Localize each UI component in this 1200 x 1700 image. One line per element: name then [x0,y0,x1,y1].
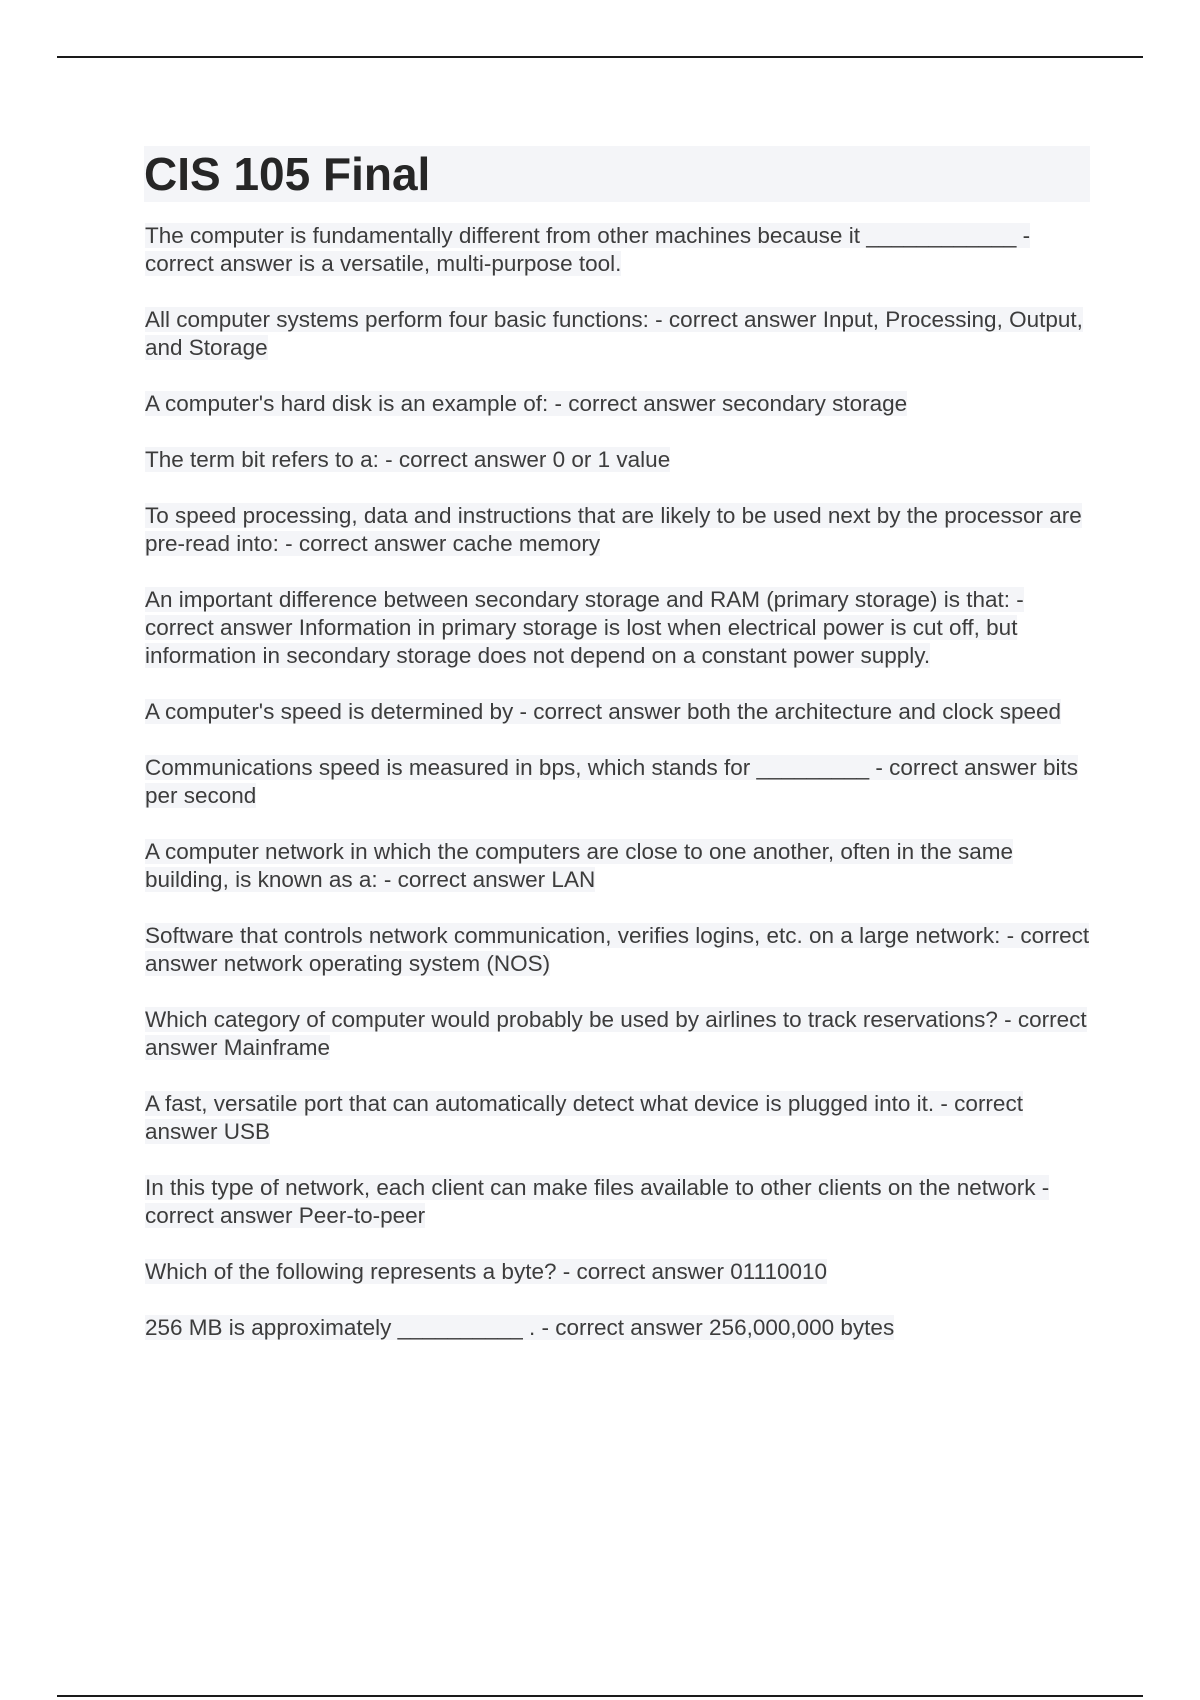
qa-text: A computer's hard disk is an example of: - correct answer secondary storage [145,391,908,416]
qa-text: The term bit refers to a: - correct answer 0 or 1 value [145,447,671,472]
qa-item [145,1174,1090,1230]
qa-item [145,306,1090,362]
qa-text: The computer is fundamentally different from other machines because it ____________ - correct answer is a versatile, multi-purpose tool. [145,223,1031,276]
qa-item [145,838,1090,894]
qa-item [145,390,1090,418]
qa-item [145,222,1090,278]
qa-text: An important difference between secondary storage and RAM (primary storage) is that: - correct answer Information in primary storage is lost when electrical power is cut off, but information in secondary storage does not depend on a constant power supply. [145,587,1024,668]
qa-item [145,446,1090,474]
qa-item [145,922,1090,978]
qa-item [145,1258,1090,1286]
qa-text: A fast, versatile port that can automatically detect what device is plugged into it. - correct answer USB [145,1091,1023,1144]
qa-item [145,698,1090,726]
qa-text: Communications speed is measured in bps, which stands for _________ - correct answer bits per second [145,755,1078,808]
qa-text: To speed processing, data and instructions that are likely to be used next by the processor are pre-read into: - correct answer cache memory [145,503,1082,556]
qa-text: Software that controls network communication, verifies logins, etc. on a large network: - correct answer network operating system (NOS) [145,923,1090,976]
qa-item [145,1006,1090,1062]
qa-item [145,586,1090,670]
bottom-rule [57,1695,1143,1697]
qa-text: Which category of computer would probably be used by airlines to track reservations? - correct answer Mainframe [145,1007,1087,1060]
qa-text: 256 MB is approximately __________ . - correct answer 256,000,000 bytes [145,1315,895,1340]
qa-text: Which of the following represents a byte? - correct answer 01110010 [145,1259,828,1284]
qa-item [145,1090,1090,1146]
top-rule [57,56,1143,58]
qa-text: In this type of network, each client can make files available to other clients on the network - correct answer Peer-to-peer [145,1175,1050,1228]
qa-item [145,502,1090,558]
qa-item [145,754,1090,810]
qa-item [145,1314,1090,1342]
document-body [145,146,1090,1370]
qa-text: A computer's speed is determined by - correct answer both the architecture and clock speed [145,699,1062,724]
qa-text: All computer systems perform four basic functions: - correct answer Input, Processing, Output, and Storage [145,307,1083,360]
page-title: CIS 105 Final [144,146,1090,202]
qa-text: A computer network in which the computers are close to one another, often in the same building, is known as a: - correct answer LAN [145,839,1013,892]
